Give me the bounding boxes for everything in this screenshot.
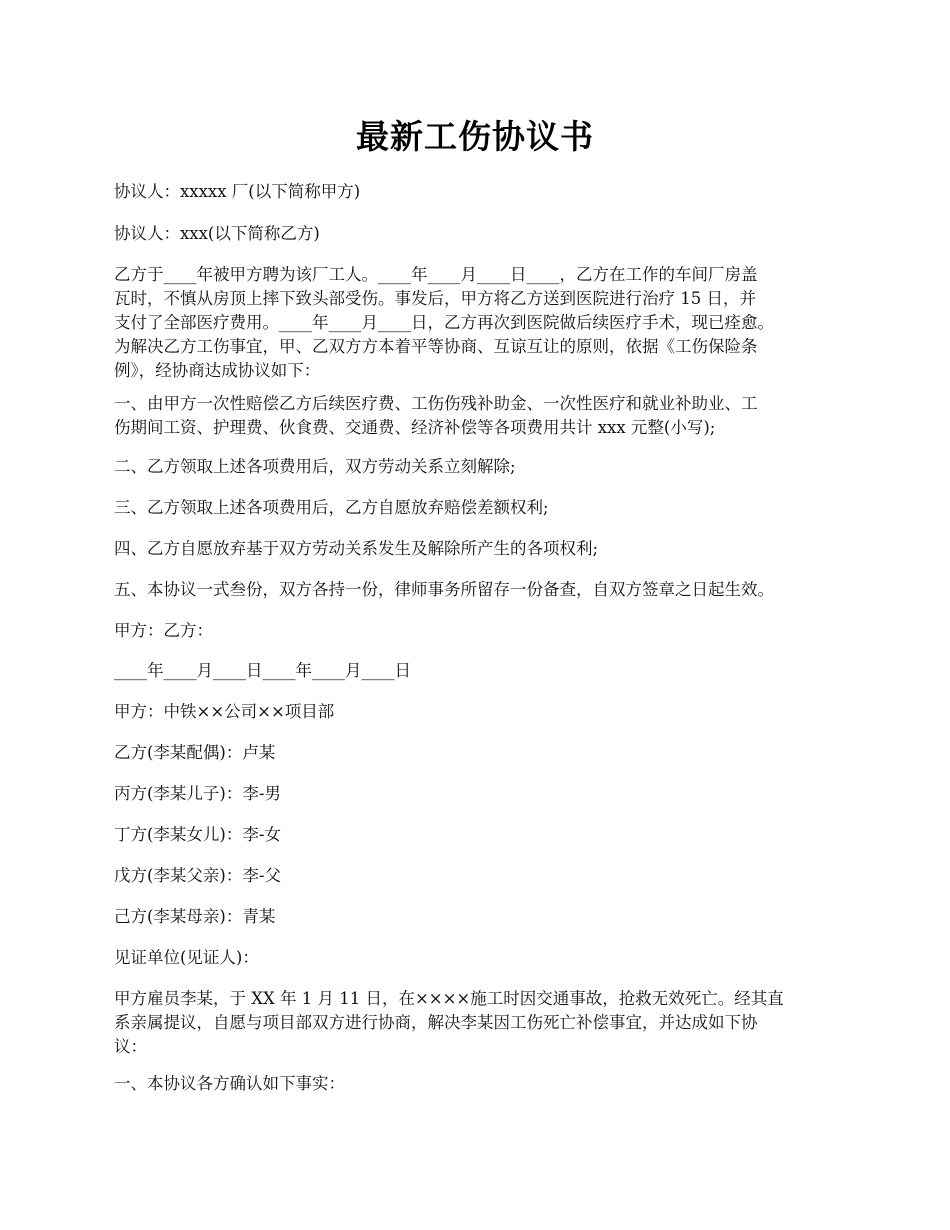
signature-line: 甲方：乙方： xyxy=(114,621,213,640)
intro-line: 乙方于____年被甲方聘为该厂工人。____年____月____日____，乙方在工作的车间厂房盖 xyxy=(114,265,758,284)
document-title: 最新工伤协议书 xyxy=(356,117,594,156)
second-intro-line: 议： xyxy=(114,1037,147,1056)
second-intro-paragraph xyxy=(114,987,854,1059)
clause-2: 二、乙方领取上述各项费用后，双方劳动关系立刻解除; xyxy=(114,457,516,476)
clause-1-line: 伤期间工资、护理费、伙食费、交通费、经济补偿等各项费用共计 xxx 元整(小写); xyxy=(114,418,716,437)
second-party-b: 乙方(李某配偶)：卢某 xyxy=(114,743,276,762)
party-a-line: 协议人：xxxxx 厂(以下简称甲方) xyxy=(114,182,361,201)
intro-line: 支付了全部医疗费用。____年____月____日，乙方再次到医院做后续医疗手术，现已痊愈。 xyxy=(114,313,774,332)
second-clause-1: 一、本协议各方确认如下事实： xyxy=(114,1074,345,1093)
intro-line: 例》，经协商达成协议如下： xyxy=(114,361,321,380)
party-b-line: 协议人：xxx(以下简称乙方) xyxy=(114,224,320,243)
clause-1-line: 一、由甲方一次性赔偿乙方后续医疗费、工伤伤残补助金、一次性医疗和就业补助业、工 xyxy=(114,394,758,413)
clause-5: 五、本协议一式叁份，双方各持一份，律师事务所留存一份备查，自双方签章之日起生效。 xyxy=(114,580,774,599)
intro-line: 瓦时，不慎从房顶上摔下致头部受伤。事发后，甲方将乙方送到医院进行治疗 15 日，并 xyxy=(114,289,756,308)
second-party-c: 丙方(李某儿子)：李-男 xyxy=(114,784,281,803)
date-line: ____年____月____日____年____月____日 xyxy=(114,661,411,680)
clause-3: 三、乙方领取上述各项费用后，乙方自愿放弃赔偿差额权利; xyxy=(114,498,549,517)
clause-1 xyxy=(114,392,854,440)
second-party-a: 甲方：中铁××公司××项目部 xyxy=(114,702,335,721)
intro-line: 为解决乙方工伤事宜，甲、乙双方方本着平等协商、互谅互让的原则，依据《工伤保险条 xyxy=(114,337,758,356)
second-party-e: 戊方(李某父亲)：李-父 xyxy=(114,866,281,885)
clause-4: 四、乙方自愿放弃基于双方劳动关系发生及解除所产生的各项权利; xyxy=(114,539,599,558)
second-intro-line: 系亲属提议，自愿与项目部双方进行协商，解决李某因工伤死亡补偿事宜，并达成如下协 xyxy=(114,1013,758,1032)
second-intro-line: 甲方雇员李某，于 XX 年 1 月 11 日，在××××施工时因交通事故，抢救无效死亡。经其直 xyxy=(114,989,784,1008)
second-party-f: 己方(李某母亲)：青某 xyxy=(114,907,276,926)
second-party-d: 丁方(李某女儿)：李-女 xyxy=(114,825,281,844)
intro-paragraph xyxy=(114,263,854,383)
witness-line: 见证单位(见证人)： xyxy=(114,948,259,967)
